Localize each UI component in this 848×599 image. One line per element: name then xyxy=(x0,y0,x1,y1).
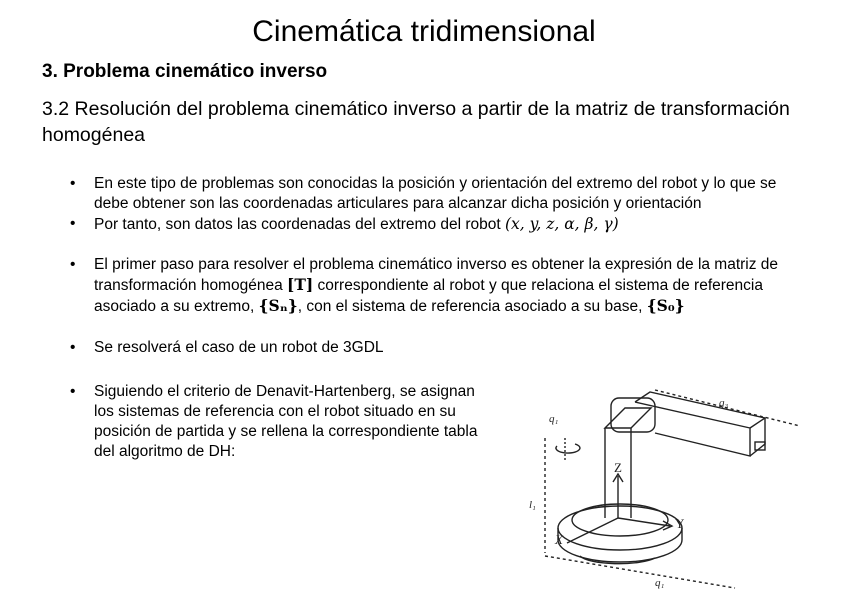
bullet-text: Siguiendo el criterio de Denavit-Hartenberg, se asignan los sistemas de referencia con el robot situado en su posición de partida y se rellena la correspondiente tabla del algoritmo de DH: xyxy=(94,383,478,460)
label-q1-top: q₁ xyxy=(549,413,559,425)
label-q3: q₃ xyxy=(719,397,729,409)
bullet-item-1 xyxy=(70,174,794,214)
bullet-text: Se resolverá el caso de un robot de 3GDL xyxy=(94,339,384,356)
section-heading: 3. Problema cinemático inverso xyxy=(42,61,328,82)
label-y: Y xyxy=(675,516,685,531)
slide-title: Cinemática tridimensional xyxy=(252,15,596,48)
bullet-item-5 xyxy=(70,382,494,462)
bullet-item-2 xyxy=(70,214,810,235)
label-q1-bottom: q₁ xyxy=(655,577,665,589)
robot-3dof-figure xyxy=(505,378,825,593)
frame-S0-math: {S₀} xyxy=(646,296,685,315)
bullet-text: , con el sistema de referencia asociado a su base, xyxy=(297,298,647,315)
label-x: X xyxy=(555,532,563,547)
bullet-text: En este tipo de problemas son conocidas la posición y orientación del extremo del robot y lo que se debe obtener son las coordenadas articulares para alcanzar dicha posición y orientación xyxy=(94,175,777,212)
subsection-heading: 3.2 Resolución del problema cinemático inverso a partir de la matriz de transformación homogénea xyxy=(42,98,790,146)
bullet-text: El primer paso para resolver el problema cinemático inverso es obtener la expresión de la matriz de transformación homogénea xyxy=(94,256,779,294)
q1-rotation-arrow xyxy=(556,444,580,453)
x-axis xyxy=(567,518,618,543)
bullet-text: Por tanto, son datos las coordenadas del extremo del robot xyxy=(94,216,505,233)
label-l1: l₁ xyxy=(529,499,536,511)
y-axis xyxy=(618,518,670,526)
coordinates-math: (x, y, z, α, β, γ) xyxy=(505,215,619,233)
bullet-item-4 xyxy=(70,338,810,358)
base-ring-inner xyxy=(572,504,668,536)
matrix-T-math: [T] xyxy=(287,275,314,294)
base-ring-side xyxy=(558,528,682,562)
bullet-item-3 xyxy=(70,255,814,317)
label-z: Z xyxy=(614,460,622,475)
frame-Sn-math: {Sₙ} xyxy=(258,296,298,315)
column-top xyxy=(605,408,651,428)
bullet-text: correspondiente al robot y que relaciona el sistema de referencia asociado a su extremo, xyxy=(94,277,763,315)
